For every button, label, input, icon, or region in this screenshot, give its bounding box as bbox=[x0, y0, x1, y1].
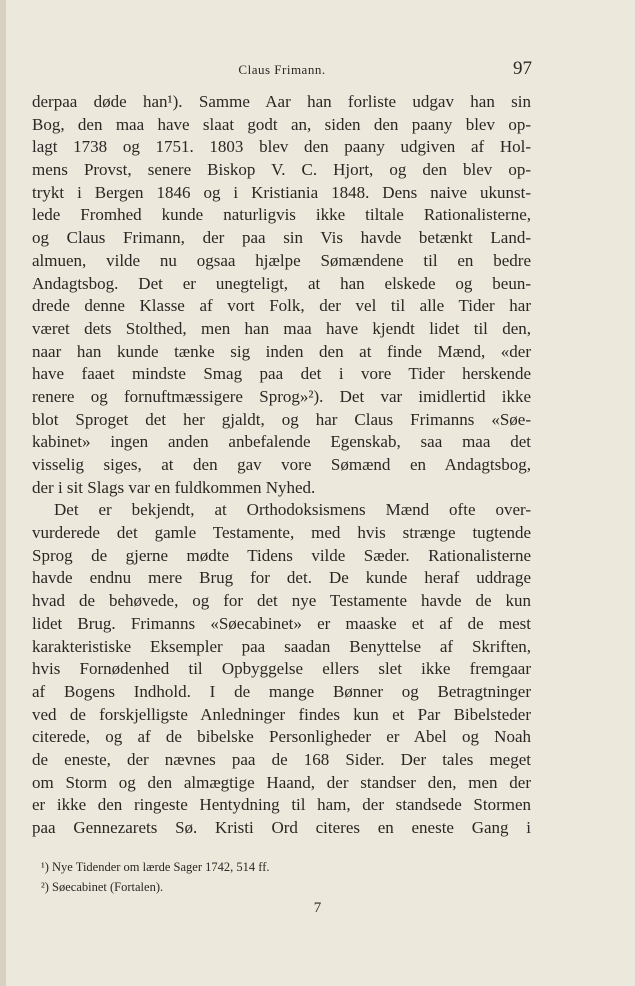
text-line: citerede, og af de bibelske Personligheder er Abel og Noah bbox=[32, 727, 531, 747]
text-line: hvis Fornødenhed til Opbyggelse ellers slet ikke fremgaar bbox=[32, 659, 531, 679]
text-line: hvad de behøvede, og for det nye Testamente havde de kun bbox=[32, 591, 531, 611]
page-gutter bbox=[0, 0, 6, 986]
text-line: almuen, vilde nu ogsaa hjælpe Sømændene til en bedre bbox=[32, 250, 531, 270]
text-line: Bog, den maa have slaat godt an, siden den paany blev op- bbox=[32, 114, 531, 134]
text-line: og Claus Frimann, der paa sin Vis havde betænkt Land- bbox=[32, 228, 531, 248]
text-line: ved de forskjelligste Anledninger findes kun et Par Bibelsteder bbox=[32, 704, 531, 724]
text-line: naar han kunde tænke sig inden den at finde Mænd, «der bbox=[32, 341, 531, 361]
running-title: Claus Frimann. bbox=[238, 62, 326, 77]
footnote-1: ¹) Nye Tidender om lærde Sager 1742, 514 ff. bbox=[41, 860, 270, 874]
text-line: paa Gennezarets Sø. Kristi Ord citeres en eneste Gang i bbox=[32, 818, 531, 837]
text-line: blot Sproget det her gjaldt, og har Claus Frimanns «Søe- bbox=[32, 409, 531, 429]
text-line: om Storm og den almægtige Haand, der standser den, men der bbox=[32, 772, 531, 792]
signature-mark: 7 bbox=[313, 900, 322, 916]
text-line: mens Provst, senere Biskop V. C. Hjort, og den blev op- bbox=[32, 160, 531, 180]
text-line: de eneste, der nævnes paa de 168 Sider. Der tales meget bbox=[32, 749, 531, 769]
page-number: 97 bbox=[513, 58, 532, 79]
text-line: Andagtsbog. Det er unegteligt, at han elskede og beun- bbox=[32, 273, 531, 293]
text-line: Sprog de gjerne mødte Tidens vilde Sæder. Rationalisterne bbox=[32, 545, 531, 565]
text-line: have faaet mindste Smag paa det i vore Tider herskende bbox=[32, 364, 531, 384]
text-line: renere og fornuftmæssigere Sprog»²). Det var imidlertid ikke bbox=[32, 386, 531, 406]
text-line: af Bogens Indhold. I de mange Bønner og Betragtninger bbox=[32, 681, 531, 701]
text-line: trykt i Bergen 1846 og i Kristiania 1848. Dens naive ukunst- bbox=[32, 182, 531, 202]
text-line: kabinet» ingen anden anbefalende Egenskab, saa maa det bbox=[32, 432, 531, 452]
text-line: lagt 1738 og 1751. 1803 blev den paany udgiven af Hol- bbox=[32, 137, 531, 157]
text-line: er ikke den ringeste Hentydning til ham, der standsede Stormen bbox=[32, 795, 531, 815]
text-line: vurderede det gamle Testamente, med hvis strænge tugtende bbox=[32, 523, 531, 543]
text-line: drede denne Klasse af vort Folk, der vel til alle Tider har bbox=[32, 296, 531, 316]
footnotes bbox=[41, 857, 441, 897]
text-line: karakteristiske Eksempler paa saadan Benyttelse af Skriften, bbox=[32, 636, 531, 656]
text-line: derpaa døde han¹). Samme Aar han forliste udgav han sin bbox=[32, 92, 531, 111]
page-header bbox=[34, 58, 530, 86]
text-line: visselig siges, at den gav vore Sømænd en Andagtsbog, bbox=[32, 455, 531, 474]
text-line: lidet Brug. Frimanns «Søecabinet» er maaske et af de mest bbox=[32, 613, 531, 633]
footnote-2: ²) Søecabinet (Fortalen). bbox=[41, 880, 164, 894]
text-line: Det er bekjendt, at Orthodoksismens Mænd ofte over- bbox=[54, 500, 531, 520]
text-line: havde endnu mere Brug for det. De kunde heraf uddrage bbox=[32, 568, 531, 588]
text-line: været dets Stolthed, men han maa have kjendt lidet til den, bbox=[32, 318, 531, 338]
text-line: lede Fromhed kunde naturligvis ikke tiltale Rationalisterne, bbox=[32, 205, 531, 225]
body-text bbox=[32, 91, 531, 840]
text-line: der i sit Slags var en fuldkommen Nyhed. bbox=[32, 477, 316, 497]
